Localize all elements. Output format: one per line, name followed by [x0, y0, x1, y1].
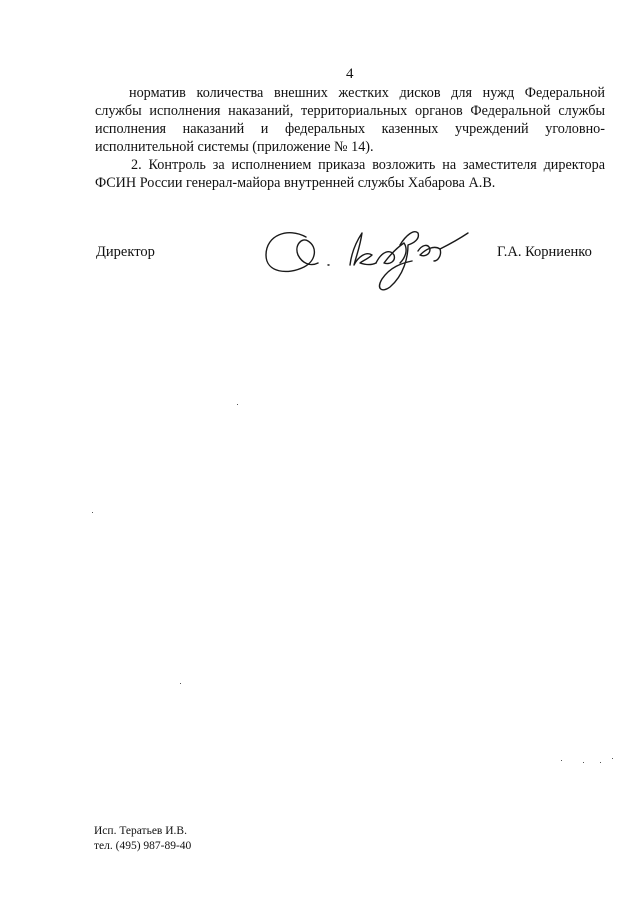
- scan-speck: [583, 762, 584, 763]
- paragraph-control-clause: 2. Контроль за исполнением приказа возложить на заместителя директора ФСИН России генерал-майора внутренней службы Хабарова А.В.: [95, 157, 605, 191]
- signatory-title: Директор: [96, 244, 155, 260]
- phone-line: тел. (495) 987-89-40: [94, 840, 192, 852]
- paragraph-norm-appendix: норматив количества внешних жестких дисков для нужд Федеральной службы исполнения наказаний, территориальных органов Федеральной службы исполнения наказаний и федеральных казенных учреждений уголовно-исполнительной системы (приложение № 14).: [95, 85, 605, 155]
- scan-speck: [237, 404, 238, 405]
- executor-line: Исп. Тератьев И.В.: [94, 825, 187, 837]
- handwritten-signature: [258, 205, 478, 300]
- scan-speck: [92, 512, 93, 513]
- page-number: 4: [346, 66, 354, 82]
- scan-speck: [600, 762, 601, 763]
- scan-speck: [561, 760, 562, 761]
- scan-speck: [612, 758, 613, 759]
- signatory-name: Г.А. Корниенко: [497, 244, 592, 260]
- scan-speck: [180, 683, 181, 684]
